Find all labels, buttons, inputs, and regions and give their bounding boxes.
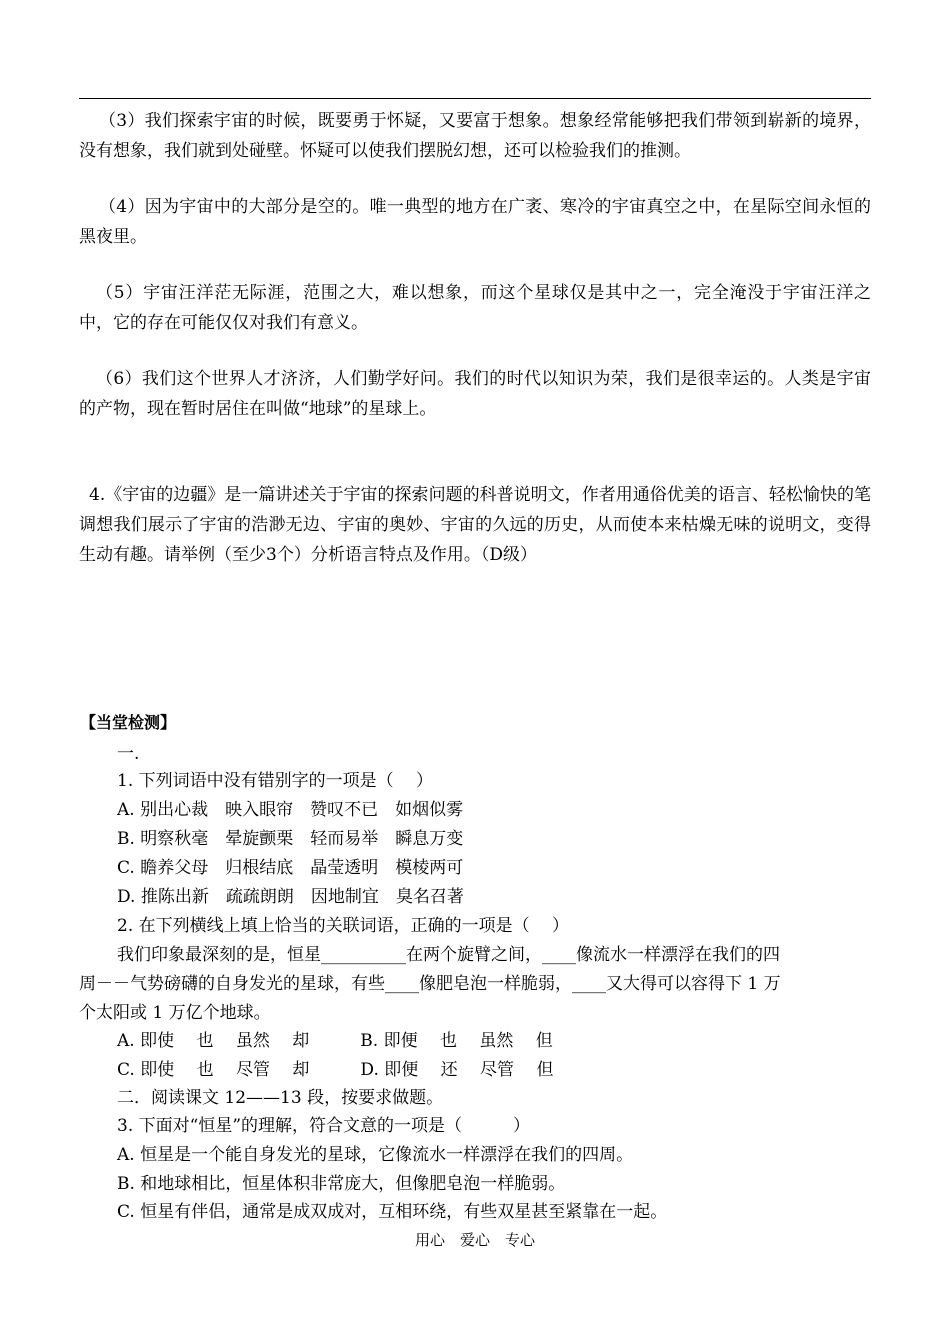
paragraph-5: （5）宇宙汪洋茫无际涯，范围之大，难以想象，而这个星球仅是其中之一，完全淹没于宇宙汪洋之中，它的存在可能仅仅对我们有意义。 [79,283,871,333]
question-1-option-c: C. 瞻养父母 归根结底 晶莹透明 模棱两可 [117,858,464,878]
question-2-passage-line-1: 我们印象最深刻的是，恒星__________在两个旋臂之间，____像流水一样漂浮在我们的四 [117,945,780,965]
paragraph-6: （6）我们这个世界人才济济，人们勤学好问。我们的时代以知识为荣，我们是很幸运的。人类是宇宙的产物，现在暂时居住在叫做“地球”的星球上。 [79,369,871,419]
paragraph-3: （3）我们探索宇宙的时候，既要勇于怀疑，又要富于想象。想象经常能够把我们带领到崭新的境界，没有想象，我们就到处碰壁。怀疑可以使我们摆脱幻想，还可以检验我们的推测。 [79,111,871,161]
question-3-option-c: C. 恒星有伴侣，通常是成双成对，互相环绕，有些双星甚至紧靠在一起。 [117,1202,668,1222]
question-4: 4.《宇宙的边疆》是一篇讲述关于宇宙的探索问题的科普说明文，作者用通俗优美的语言、轻松愉快的笔调想我们展示了宇宙的浩渺无边、宇宙的奥妙、宇宙的久远的历史，从而使本来枯燥无味的说明文，变得生动有趣。请举例（至少3个）分析语言特点及作用。（D级） [79,485,871,565]
section-two-label: 二．阅读课文 12——13 段，按要求做题。 [117,1088,444,1108]
question-1-option-a: A. 别出心裁 映入眼帘 赞叹不已 如烟似雾 [117,800,464,820]
question-1-option-b: B. 明察秋毫 晕旋颤栗 轻而易举 瞬息万变 [117,829,464,849]
section-heading: 【当堂检测】 [80,713,177,732]
header-rule [79,98,871,99]
question-2-options-cd: C. 即使 也 尽管 却 D. 即便 还 尽管 但 [117,1060,554,1080]
section-one-label: 一. [117,744,140,764]
question-3-option-a: A. 恒星是一个能自身发光的星球，它像流水一样漂浮在我们的四周。 [117,1145,634,1165]
question-1: 1. 下列词语中没有错别字的一项是（ ） [117,771,434,791]
question-3-option-b: B. 和地球相比，恒星体积非常庞大，但像肥皂泡一样脆弱。 [117,1174,566,1194]
page-footer: 用心 爱心 专心 [414,1231,535,1249]
question-2: 2. 在下列横线上填上恰当的关联词语，正确的一项是（ ） [117,916,570,936]
paragraph-4: （4）因为宇宙中的大部分是空的。唯一典型的地方在广袤、寒冷的宇宙真空之中，在星际空间永恒的黑夜里。 [79,197,871,247]
question-3: 3. 下面对“恒星”的理解，符合文意的一项是（ ） [117,1116,531,1136]
question-2-options-ab: A. 即使 也 虽然 却 B. 即便 也 虽然 但 [117,1031,553,1051]
question-2-passage-line-3: 个太阳或 1 万亿个地球。 [79,1003,271,1023]
question-2-passage-line-2: 周－－气势磅礴的自身发光的星球，有些____像肥皂泡一样脆弱，____又大得可以容得下 1 万 [79,974,781,994]
question-1-option-d: D. 推陈出新 疏疏朗朗 因地制宜 臭名召著 [117,887,464,907]
